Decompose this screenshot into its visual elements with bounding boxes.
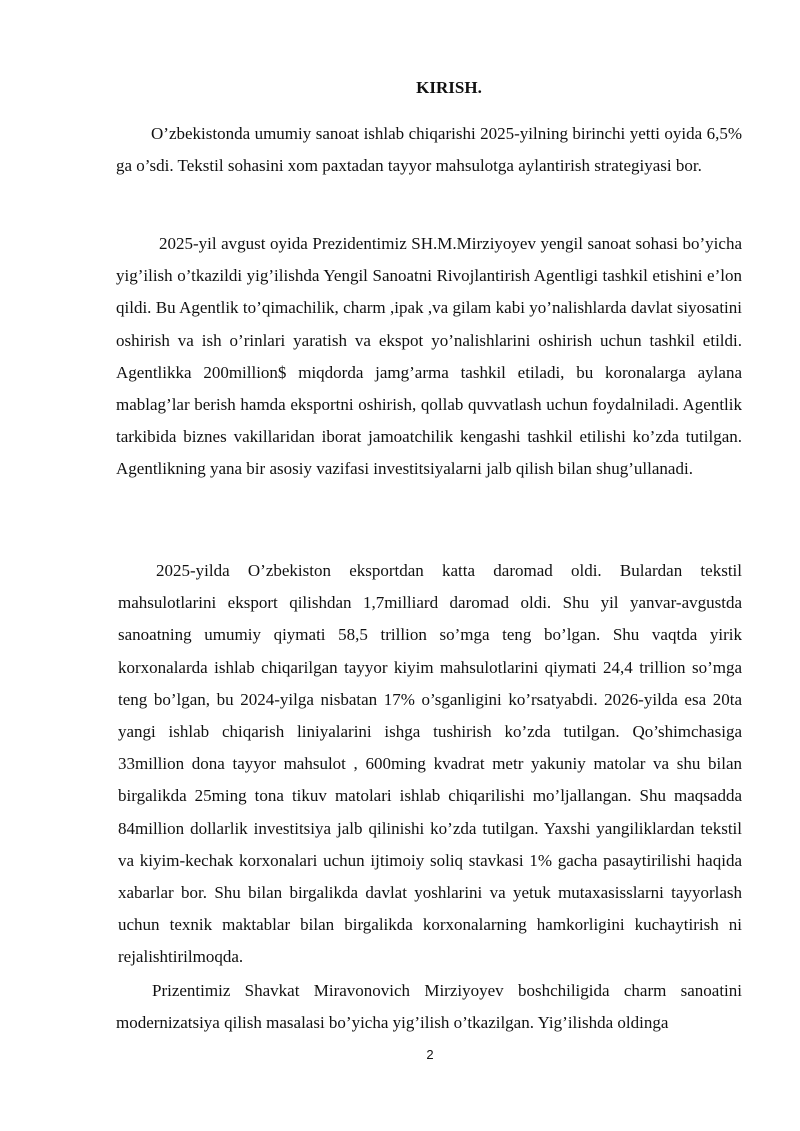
- section-title: KIRISH.: [416, 78, 482, 97]
- paragraph-1: O’zbekistonda umumiy sanoat ishlab chiqarishi 2025-yilning birinchi yetti oyida 6,5% ga o’sdi. Tekstil sohasini xom paxtadan tayyor mahsulotga aylantirish strategiyasi bor.: [116, 124, 742, 176]
- paragraph-4: Prizentimiz Shavkat Miravonovich Mirziyoyev boshchiligida charm sanoatini modernizatsiya qilish masalasi bo’yicha yig’ilish o’tkazilgan. Yig’ilishda oldinga: [116, 981, 742, 1033]
- paragraph-3: 2025-yilda O’zbekiston eksportdan katta daromad oldi. Bulardan tekstil mahsulotlarini eksport qilishdan 1,7milliard daromad oldi. Shu yil yanvar-avgustda sanoatning umumiy qiymati 58,5 trillion so’mga teng bo’lgan. Shu vaqtda yirik korxonalarda ishlab chiqarilgan tayyor kiyim mahsulotlarini qiymati 24,4 trillion so’mga teng bo’lgan, bu 2024-yilga nisbatan 17% o’sganligini ko’rsatyabdi. 2026-yilda esa 20ta yangi ishlab chiqarish liniyalarini ishga tushirish ko’zda tutilgan. Qo’shimchasiga 33million dona tayyor mahsulot , 600ming kvadrat metr yakuniy matolar va shu bilan birgalikda 25ming tona tikuv matolari ishlab chiqarilishi mo’ljallangan. Shu maqsadda 84million dollarlik investitsiya jalb qilinishi ko’zda tutilgan. Yaxshi yangiliklardan tekstil va kiyim-kechak korxonalari uchun ijtimoiy soliq stavkasi 1% gacha pasaytirilishi haqida xabarlar bor. Shu bilan birgalikda davlat yoshlarini va yetuk mutaxasisslarni tayyorlash uchun texnik maktablar bilan birgalikda korxonalarning hamkorligini kuchaytirish ni rejalishtirilmoqda.: [118, 561, 742, 967]
- page-number: 2: [426, 1047, 434, 1062]
- paragraph-2: 2025-yil avgust oyida Prezidentimiz SH.M.Mirziyoyev yengil sanoat sohasi bo’yicha yig’ilish o’tkazildi yig’ilishda Yengil Sanoatni Rivojlantirish Agentligi tashkil etishini e’lon qildi. Bu Agentlik to’qimachilik, charm ,ipak ,va gilam kabi yo’nalishlarda davlat siyosatini oshirish va ish o’rinlari yaratish va ekspot yo’nalishlarini oshirish uchun tashkil etildi. Agentlikka 200million$ miqdorda jamg’arma tashkil etiladi, bu koronalarga aylana mablag’lar berish hamda eksportni oshirish, qollab quvvatlash uchun foydalniladi. Agentlik tarkibida biznes vakillaridan iborat jamoatchilik kengashi tashkil etilishi ko’zda tutilgan. Agentlikning yana bir asosiy vazifasi investitsiyalarni jalb qilish bilan shug’ullanadi.: [116, 234, 742, 479]
